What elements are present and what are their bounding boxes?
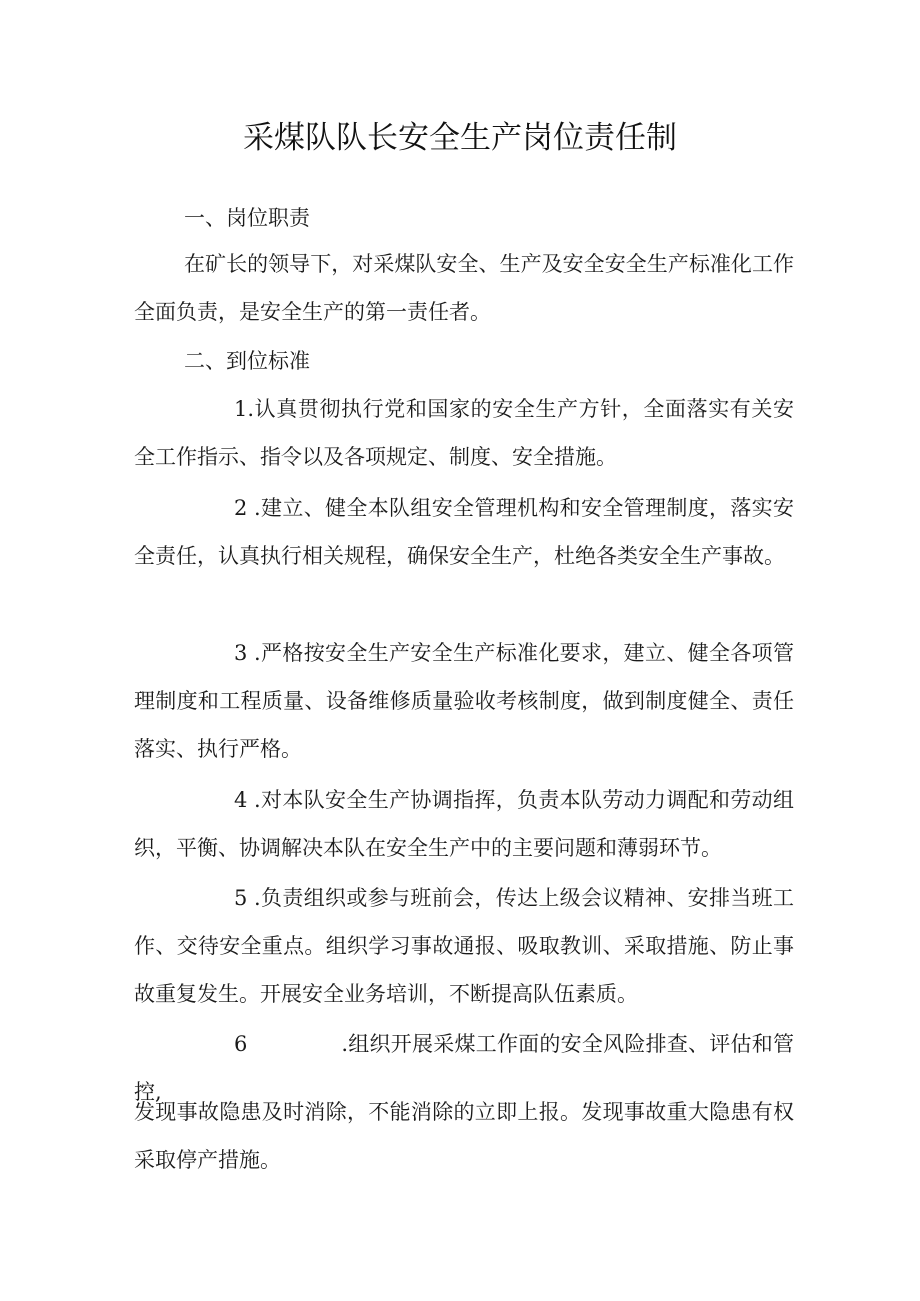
- duties-paragraph: 在矿长的领导下，对采煤队安全、生产及安全安全生产标准化工作全面负责，是安全生产的第一责任者。: [134, 252, 794, 324]
- item-number-dot: .: [341, 1032, 349, 1056]
- standard-item-6-continued: 发现事故隐患及时消除，不能消除的立即上报。发现事故重大隐患有权采取停产措施。: [134, 1100, 794, 1172]
- standard-item-1: [134, 385, 794, 481]
- item-number: 6: [234, 1032, 248, 1056]
- standard-item-4: [134, 776, 794, 872]
- standard-item-3: [134, 629, 794, 773]
- item-number: 1.: [234, 397, 255, 421]
- item-number: 2 .: [234, 496, 261, 520]
- item-number: 5 .: [234, 886, 261, 910]
- document-title: 采煤队队长安全生产岗位责任制: [243, 120, 677, 156]
- item-text: 对本队安全生产协调指挥，负责本队劳动力调配和劳动组织，平衡、协调解决本队在安全生产中的主要问题和薄弱环节。: [134, 788, 794, 860]
- item-text: 严格按安全生产安全生产标准化要求，建立、健全各项管理制度和工程质量、设备维修质量验收考核制度，做到制度健全、责任落实、执行严格。: [134, 641, 794, 761]
- item-text: 负责组织或参与班前会，传达上级会议精神、安排当班工作、交待安全重点。组织学习事故通报、吸取教训、采取措施、防止事故重复发生。开展安全业务培训，不断提高队伍素质。: [134, 886, 794, 1006]
- standard-item-2: [134, 484, 794, 580]
- item-text: 建立、健全本队组安全管理机构和安全管理制度，落实安全责任，认真执行相关规程，确保安全生产，杜绝各类安全生产事故。: [134, 496, 794, 568]
- item-number: 4 .: [234, 788, 261, 812]
- item-text: 认真贯彻执行党和国家的安全生产方针，全面落实有关安全工作指示、指令以及各项规定、制度、安全措施。: [134, 397, 794, 469]
- item-text: 组织开展采煤工作面的安全风险排查、评估和管控,: [134, 1032, 794, 1104]
- standard-item-5: [134, 874, 794, 1018]
- section-heading-duties: 一、岗位职责: [184, 206, 310, 230]
- item-number: 3 .: [234, 641, 261, 665]
- section-heading-standards: 二、到位标准: [184, 349, 310, 373]
